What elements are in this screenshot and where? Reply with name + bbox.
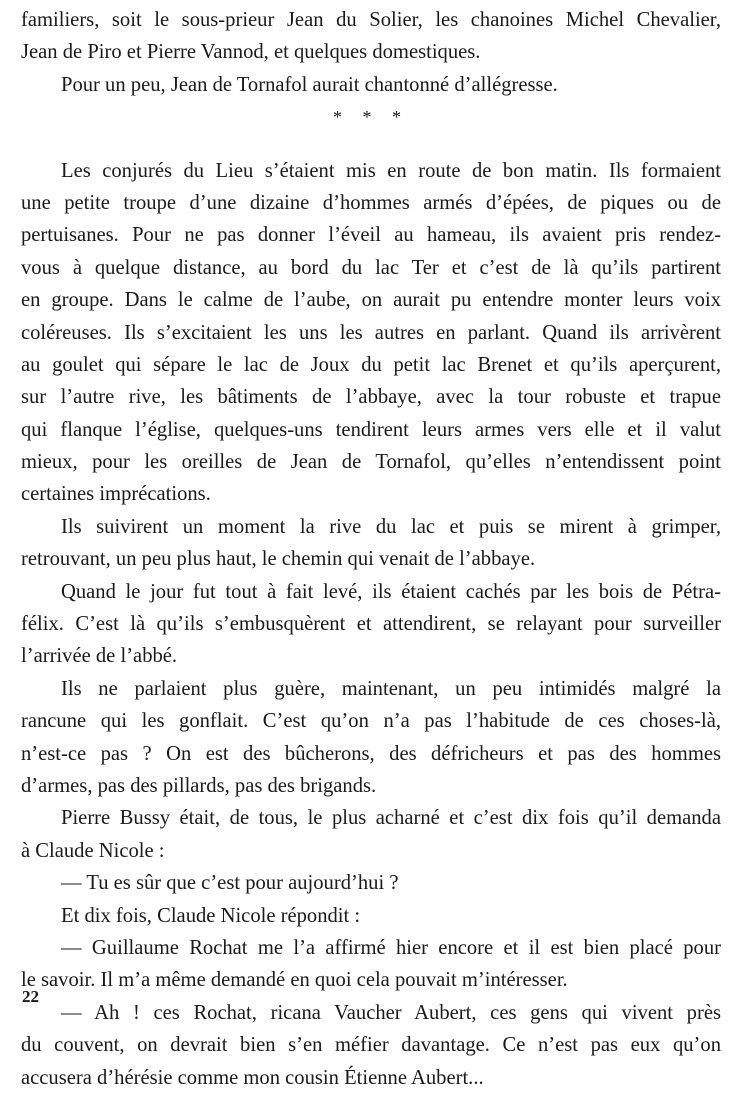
text-line: Jean de Piro et Pierre Vannod, et quelques domestiques. xyxy=(21,41,481,64)
text-line: sur l’autre rive, les bâtiments de l’abbaye, avec la tour robuste et trapue xyxy=(21,386,721,409)
text-line: Ils suivirent un moment la rive du lac et puis se mirent à grimper, xyxy=(61,515,721,538)
text-line: l’arrivée de l’abbé. xyxy=(21,645,178,668)
text-line: Pierre Bussy était, de tous, le plus acharné et c’est dix fois qu’il demanda xyxy=(61,807,721,830)
text-line: pertuisanes. Pour ne pas donner l’éveil au hameau, ils avaient pris rendez- xyxy=(21,224,721,247)
section-break: * * * xyxy=(333,107,409,128)
text-line: à Claude Nicole : xyxy=(21,839,165,862)
text-line: en groupe. Dans le calme de l’aube, on aurait pu entendre monter leurs voix xyxy=(21,289,721,312)
text-line: au goulet qui sépare le lac de Joux du petit lac Brenet et qu’ils aperçurent, xyxy=(21,353,721,376)
text-line: coléreuses. Ils s’excitaient les uns les autres en parlant. Quand ils arrivèrent xyxy=(21,321,721,344)
text-line: Les conjurés du Lieu s’étaient mis en route de bon matin. Ils formaient xyxy=(61,159,721,182)
text-line: rancune qui les gonflait. C’est qu’on n’a pas l’habitude de ces choses-là, xyxy=(21,710,721,733)
text-line: familiers, soit le sous-prieur Jean du Solier, les chanoines Michel Chevalier, xyxy=(21,9,721,31)
dialogue-line: — Guillaume Rochat me l’a affirmé hier encore et il est bien placé pour xyxy=(61,936,721,959)
text-line: félix. C’est là qu’ils s’embusquèrent et attendirent, se relayant pour surveiller xyxy=(21,613,721,636)
text-line: le savoir. Il m’a même demandé en quoi cela pouvait m’intéresser. xyxy=(21,969,568,992)
dialogue-line: — Tu es sûr que c’est pour aujourd’hui ? xyxy=(61,872,399,895)
text-line: Quand le jour fut tout à fait levé, ils étaient cachés par les bois de Pétra- xyxy=(61,580,721,603)
dialogue-line: — Ah ! ces Rochat, ricana Vaucher Aubert, ces gens qui vivent près xyxy=(61,1001,721,1024)
text-line: certaines imprécations. xyxy=(21,483,211,506)
text-line: n’est-ce pas ? On est des bûcherons, des défricheurs et pas des hommes xyxy=(21,742,721,765)
text-line: Et dix fois, Claude Nicole répondit : xyxy=(61,904,361,927)
text-line: vous à quelque distance, au bord du lac Ter et c’est de là qu’ils partirent xyxy=(21,256,721,279)
text-line: mieux, pour les oreilles de Jean de Tornafol, qu’elles n’entendissent point xyxy=(21,451,721,474)
text-line: accusera d’hérésie comme mon cousin Étienne Aubert... xyxy=(21,1066,484,1089)
text-line: Pour un peu, Jean de Tornafol aurait chantonné d’allégresse. xyxy=(61,73,558,96)
body-text xyxy=(21,4,721,1094)
text-line: qui flanque l’église, quelques-uns tendirent leurs armes vers elle et il valut xyxy=(21,418,721,441)
text-line: retrouvant, un peu plus haut, le chemin qui venait de l’abbaye. xyxy=(21,548,536,571)
text-line: Ils ne parlaient plus guère, maintenant, un peu intimidés malgré la xyxy=(61,677,721,700)
text-line: d’armes, pas des pillards, pas des brigands. xyxy=(21,774,377,797)
page-number: 22 xyxy=(22,987,39,1006)
text-line: une petite troupe d’une dizaine d’hommes armés d’épées, de piques ou de xyxy=(21,191,721,214)
text-line: du couvent, on devrait bien s’en méfier davantage. Ce n’est pas eux qu’on xyxy=(21,1034,721,1057)
